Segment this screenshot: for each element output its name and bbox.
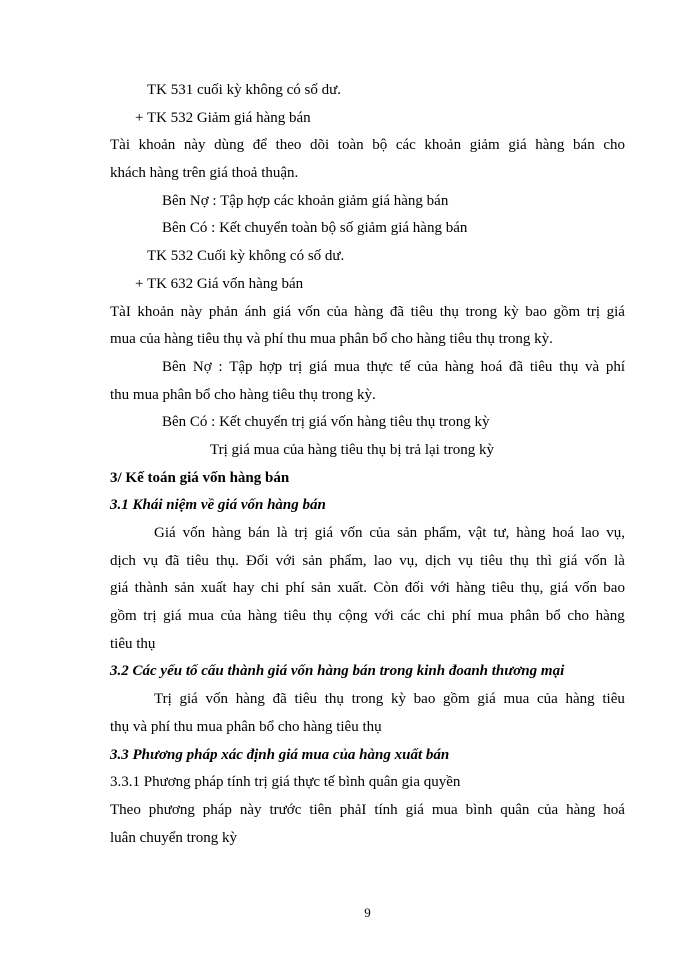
text-line: khách hàng trên giá thoả thuận. <box>110 165 299 182</box>
word: cộng <box>338 608 368 625</box>
text-line: 3.3 Phương pháp xác định giá mua của hàng xuất bán <box>110 746 450 763</box>
word: với <box>374 608 394 625</box>
word: hàng <box>247 608 278 625</box>
word: thụ <box>439 303 459 320</box>
word: hoá <box>552 525 575 541</box>
word: kỳ <box>503 303 519 320</box>
word: vốn <box>339 525 363 541</box>
word: các <box>400 608 421 625</box>
word: tiêu <box>283 608 307 625</box>
word: Theo <box>110 801 141 818</box>
word: thụ, <box>520 580 544 597</box>
word: Tài <box>110 137 130 154</box>
word: vốn <box>584 552 607 569</box>
word: chi <box>426 608 446 625</box>
word: hàng <box>535 137 565 154</box>
text-line: Bên Có : Kết chuyển toàn bộ số giảm giá hàng bán <box>162 220 468 237</box>
word: trị <box>288 358 303 375</box>
word: của <box>326 303 348 320</box>
word: thì <box>536 552 552 569</box>
word: trong <box>351 691 384 708</box>
word: là <box>614 552 625 569</box>
word: vật <box>468 525 487 541</box>
word: này <box>239 801 262 818</box>
word: phảI <box>339 801 367 818</box>
word: giá <box>508 137 527 154</box>
word: giá <box>549 580 569 597</box>
text-line <box>110 354 625 382</box>
word: lao <box>580 525 600 541</box>
text-line <box>110 299 625 327</box>
word: phản <box>208 303 239 320</box>
word: hay <box>232 580 255 597</box>
text-line: luân chuyển trong kỳ <box>110 829 238 846</box>
word: sản <box>397 525 418 541</box>
text-line: thu mua phân bổ cho hàng tiêu thụ trong kỳ. <box>110 386 376 403</box>
word: giá <box>163 608 182 625</box>
word: bao <box>603 580 625 597</box>
word: trước <box>269 801 302 818</box>
word: xuất <box>200 580 227 597</box>
text-line: + TK 532 Giảm giá hàng bán <box>135 109 311 126</box>
word: mua <box>503 691 530 708</box>
word: Còn <box>373 580 399 597</box>
word: mua <box>333 358 360 375</box>
word: vụ <box>458 552 474 569</box>
word: pháp <box>202 801 232 818</box>
word: ánh <box>244 303 267 320</box>
word: với <box>430 580 450 597</box>
word: phương <box>148 801 195 818</box>
word: mua <box>477 608 504 625</box>
word: hàng <box>516 525 546 541</box>
word: của <box>537 801 559 818</box>
word: bán <box>573 137 595 154</box>
word: giảm <box>469 137 500 154</box>
word: vốn <box>297 303 321 320</box>
word: bổ <box>545 608 561 625</box>
text-line: 3.2 Các yếu tố cấu thành giá vốn hàng bán trong kinh đoanh thương mại <box>110 663 565 680</box>
word: của <box>417 358 439 375</box>
word: khoản <box>137 303 175 320</box>
text-line <box>110 132 625 160</box>
word: bao <box>525 303 547 320</box>
word: vụ <box>142 552 158 569</box>
word: thực <box>366 358 393 375</box>
word: phẩm, <box>329 552 367 569</box>
word: dõi <box>310 137 330 154</box>
word: trong <box>465 303 498 320</box>
word: của <box>369 525 391 541</box>
word: vốn <box>182 525 206 541</box>
word: hàng <box>565 691 595 708</box>
word: Trị <box>154 691 172 708</box>
word: đã <box>165 552 180 569</box>
word: tiêu <box>491 580 515 597</box>
word: giá <box>314 525 334 541</box>
word: này <box>183 137 206 154</box>
word: hàng <box>235 691 265 708</box>
word: tiêu <box>480 552 503 569</box>
word: khoản <box>424 137 462 154</box>
word: vốn <box>574 580 597 597</box>
word: phí <box>451 608 472 625</box>
word: giá <box>179 691 198 708</box>
text-line: + TK 632 Giá vốn hàng bán <box>135 275 304 292</box>
word: đã <box>508 358 524 375</box>
text-line: TK 532 Cuối kỳ không có số dư. <box>147 248 345 265</box>
word: vụ, <box>399 552 418 569</box>
word: tư, <box>493 525 510 541</box>
word: tế <box>399 358 411 375</box>
word: bình <box>465 801 493 818</box>
word: đã <box>272 691 287 708</box>
word: phân <box>510 608 540 625</box>
word: cho <box>603 137 625 154</box>
text-line <box>110 603 625 631</box>
word: sản <box>302 552 323 569</box>
word: hàng <box>456 580 486 597</box>
word: mua <box>431 801 458 818</box>
word: khoản <box>138 137 176 154</box>
word: hàng <box>354 303 384 320</box>
word: trị <box>143 608 157 625</box>
word: gồm <box>553 303 581 320</box>
word: đã <box>389 303 405 320</box>
word: giá <box>477 691 496 708</box>
word: để <box>252 137 267 154</box>
text-line: mua của hàng tiêu thụ và phí thu mua phân bổ cho hàng tiêu thụ trong kỳ. <box>110 331 553 348</box>
word: hàng <box>212 525 242 541</box>
text-line: TK 531 cuối kỳ không có số dư. <box>147 82 341 98</box>
text-line: thụ và phí thu mua phân bổ cho hàng tiêu thụ <box>110 718 382 735</box>
word: phí <box>285 580 305 597</box>
word: hoá <box>480 358 503 375</box>
text-line: Trị giá mua của hàng tiêu thụ bị trả lại trong kỳ <box>210 441 494 458</box>
text-line: 3.3.1 Phương pháp tính trị giá thực tế bình quân gia quyền <box>110 774 461 791</box>
word: vốn <box>205 691 229 708</box>
word: giá <box>606 303 625 320</box>
word: hàng <box>444 358 474 375</box>
word: chi <box>260 580 280 597</box>
word: và <box>584 358 600 375</box>
word: dịch <box>425 552 451 569</box>
word: cho <box>567 608 590 625</box>
word: bán <box>248 525 270 541</box>
word: Đối <box>246 552 269 569</box>
word: tiêu <box>529 358 553 375</box>
word: tiêu <box>410 303 434 320</box>
word: xuất. <box>337 580 367 597</box>
word: Nợ <box>192 358 212 375</box>
word: Bên <box>162 358 187 375</box>
word: thụ <box>312 608 332 625</box>
word: vụ, <box>606 525 625 541</box>
word: kỳ <box>390 691 406 708</box>
word: phẩm, <box>424 525 462 541</box>
word: thành <box>134 580 168 597</box>
word: của <box>220 608 242 625</box>
document-body <box>110 77 625 852</box>
word: giá <box>110 580 129 597</box>
word: thụ <box>559 358 579 375</box>
word: mua <box>188 608 214 625</box>
text-line: Bên Nợ : Tập hợp các khoản giảm giá hàng bán <box>162 192 449 209</box>
word: dịch <box>110 552 136 569</box>
text-line <box>110 797 625 825</box>
word: trị <box>586 303 601 320</box>
word: sản <box>311 580 332 597</box>
word: trị <box>294 525 308 541</box>
word: TàI <box>110 303 131 320</box>
word: các <box>395 137 416 154</box>
word: Tập <box>229 358 253 375</box>
word: theo <box>275 137 302 154</box>
word: dùng <box>214 137 245 154</box>
word: của <box>536 691 558 708</box>
word: quân <box>500 801 530 818</box>
word: giá <box>308 358 328 375</box>
word: đối <box>404 580 424 597</box>
text-line: Bên Có : Kết chuyển trị giá vốn hàng tiêu thụ trong kỳ <box>162 414 490 431</box>
word: thụ <box>509 552 529 569</box>
word: tiêu <box>186 552 209 569</box>
word: toàn <box>337 137 364 154</box>
word: tính <box>374 801 398 818</box>
text-line: 3/ Kế toán giá vốn hàng bán <box>110 469 290 486</box>
word: thụ. <box>216 552 239 569</box>
word: là <box>276 525 288 541</box>
text-line <box>110 548 625 576</box>
word: bộ <box>372 137 388 154</box>
word: bao <box>413 691 436 708</box>
word: tiêu <box>294 691 317 708</box>
word: giá <box>405 801 424 818</box>
word: thụ <box>324 691 344 708</box>
word: phí <box>605 358 625 375</box>
word: này <box>180 303 203 320</box>
word: hàng <box>566 801 596 818</box>
word: giá <box>559 552 578 569</box>
word: tiêu <box>602 691 625 708</box>
word: Giá <box>154 525 176 541</box>
word: tiên <box>309 801 332 818</box>
word: sản <box>174 580 195 597</box>
word: lao <box>373 552 393 569</box>
text-line <box>110 575 625 603</box>
word: : <box>218 358 223 375</box>
text-line: tiêu thụ <box>110 635 156 652</box>
text-line <box>110 520 625 548</box>
word: hoá <box>603 801 625 818</box>
word: hợp <box>259 358 283 375</box>
word: giá <box>272 303 292 320</box>
word: với <box>275 552 296 569</box>
word: hàng <box>595 608 625 625</box>
word: gồm <box>443 691 470 708</box>
text-line <box>110 686 625 714</box>
text-line: 3.1 Khái niệm về giá vốn hàng bán <box>110 497 326 514</box>
word: gồm <box>110 608 137 625</box>
page-number: 9 <box>364 905 371 920</box>
